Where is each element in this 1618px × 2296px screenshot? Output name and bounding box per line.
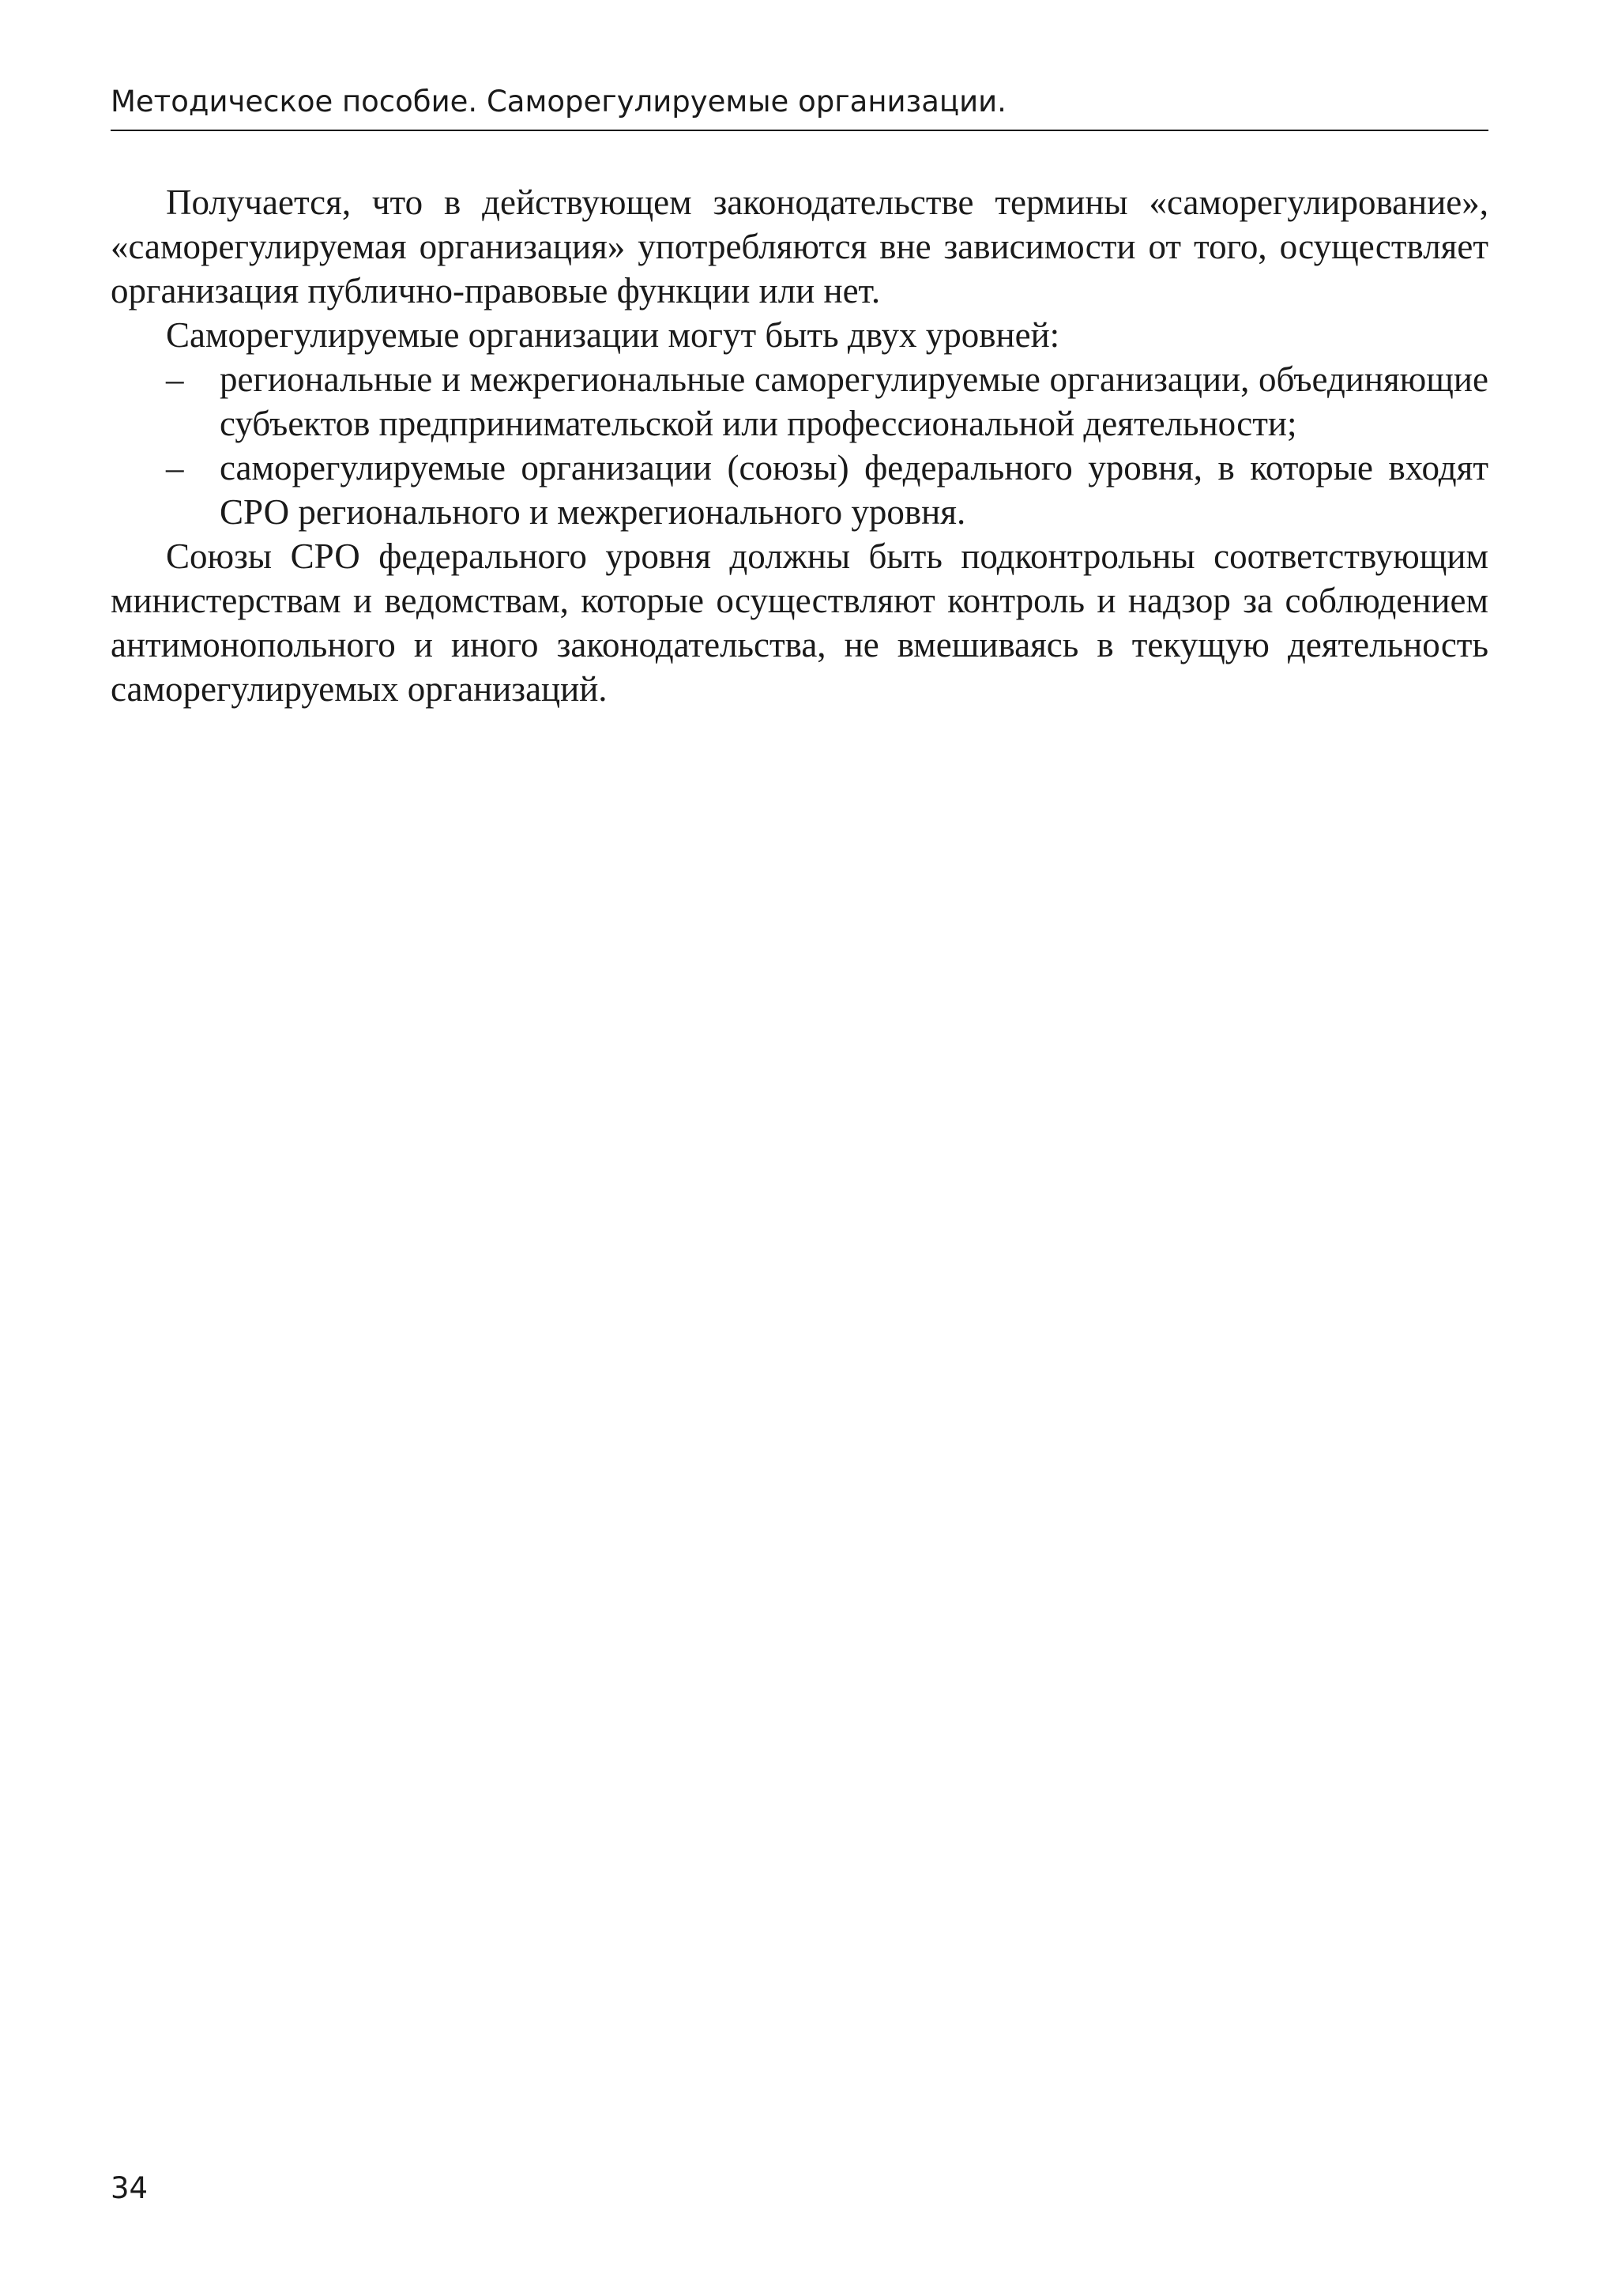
- paragraph: Получается, что в действующем законодательстве термины «саморегулирование», «саморегулируемая организация» употребляются вне зависимости от того, осуществляет организация публично-правовые функции или нет.: [111, 183, 1488, 311]
- levels-list: [111, 357, 1488, 534]
- list-item-text: региональные и межрегиональные саморегулируемые организации, объединяющие субъектов предпринимательской или профессиональной деятельности;: [220, 359, 1488, 443]
- header-divider: [111, 130, 1488, 131]
- list-dash: –: [166, 448, 184, 487]
- list-item: [111, 446, 1488, 534]
- paragraph: Союзы СРО федерального уровня должны быть подконтрольны соответствующим министерствам и ведомствам, которые осуществляют контроль и надзор за соблюдением антимонопольного и иного законодательства, не вмешиваясь в текущую деятельность саморегулируемых организаций.: [111, 536, 1488, 709]
- list-dash: –: [166, 359, 184, 399]
- page-number: 34: [111, 2171, 149, 2205]
- paragraph: Саморегулируемые организации могут быть двух уровней:: [166, 315, 1060, 355]
- running-header: Методическое пособие. Саморегулируемые организации.: [111, 85, 1007, 119]
- body-text: [111, 180, 1488, 711]
- list-item-text: саморегулируемые организации (союзы) федерального уровня, в которые входят СРО регионального и межрегионального уровня.: [220, 448, 1488, 532]
- list-item: [111, 357, 1488, 446]
